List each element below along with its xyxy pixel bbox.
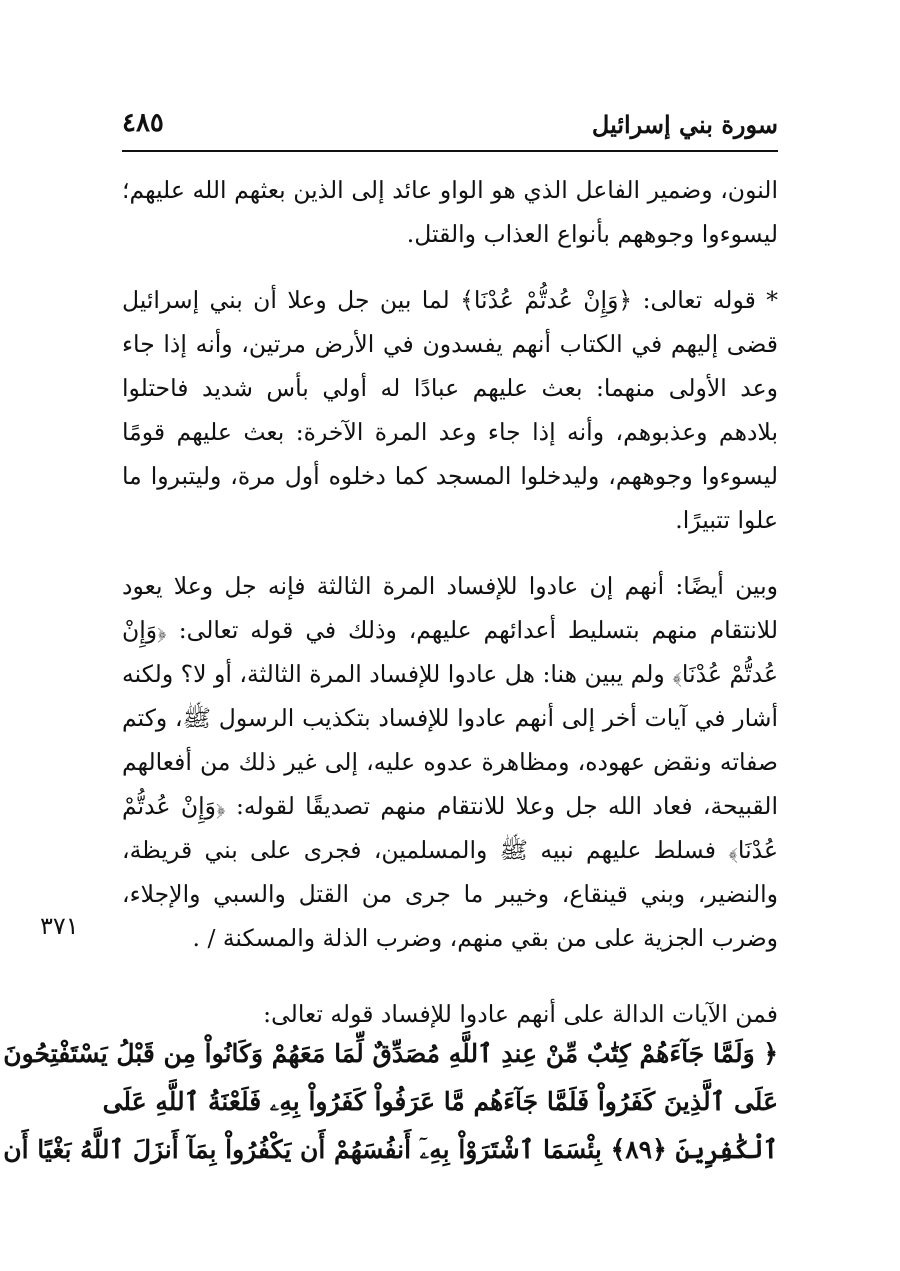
margin-page-reference: ٣٧١ [40,912,79,940]
running-title: سورة بني إسرائيل [591,110,778,139]
paragraph: النون، وضمير الفاعل الذي هو الواو عائد إلى الذين بعثهم الله عليهم؛ ليسوءوا وجوههم بأنواع العذاب والقتل. [122,176,778,248]
quran-verse-line: ٱلْكَٰفِرِينَ ﴿٨٩﴾ بِئْسَمَا ٱشْتَرَوْاْ بِهِۦٓ أَنفُسَهُمْ أَن يَكْفُرُواْ بِمَآ أَنزَلَ ٱللَّهُ بَغْيًا أَن [3,1135,778,1164]
quran-verse-line: عَلَى ٱلَّذِينَ كَفَرُواْ فَلَمَّا جَآءَهُم مَّا عَرَفُواْ كَفَرُواْ بِهِۦ فَلَعْنَةُ ٱللَّهِ عَلَى [102,1087,778,1116]
paragraph: وبين أيضًا: أنهم إن عادوا للإفساد المرة الثالثة فإنه جل وعلا يعود للانتقام منهم بتسليط أعدائهم عليهم، وذلك في قوله تعالى: ﴿وَإِنْ عُدتُّمْ عُدْنَا﴾ ولم يبين هنا: هل عادوا للإفساد المرة الثالثة، أو لا؟ ولكنه أشار في آيات أخر إلى أنهم عادوا للإفساد بتكذيب الرسول ﷺ، وكتم صفاته ونقض عهوده، ومظاهرة عدوه عليه، إلى غير ذلك من أفعالهم القبيحة، فعاد الله جل وعلا للانتقام منهم تصديقًا لقوله: ﴿وَإِنْ عُدتُّمْ عُدْنَا﴾ فسلط عليهم نبيه ﷺ والمسلمين، فجرى على بني قريظة، والنضير، وبني قينقاع، وخيبر ما جرى من القتل والسبي والإجلاء، وضرب الجزية على من بقي منهم، وضرب الذلة والمسكنة / . [122,572,778,952]
page-number: ٤٨٥ [122,108,164,138]
quran-verse-block [3,1030,778,1174]
page-header [122,108,778,152]
paragraph: فمن الآيات الدالة على أنهم عادوا للإفساد قوله تعالى: [263,1000,778,1028]
body-text [122,168,778,960]
quran-verse-line: ﴿ وَلَمَّا جَآءَهُمْ كِتَٰبٌ مِّنْ عِندِ ٱللَّهِ مُصَدِّقٌ لِّمَا مَعَهُمْ وَكَانُواْ مِن قَبْلُ يَسْتَفْتِحُونَ [3,1039,778,1068]
paragraph: * قوله تعالى: ﴿وَإِنْ عُدتُّمْ عُدْنَا﴾ لما بين جل وعلا أن بني إسرائيل قضى إليهم في الكتاب أنهم يفسدون في الأرض مرتين، وأنه إذا جاء وعد الأولى منهما: بعث عليهم عبادًا له أولي بأس شديد فاحتلوا بلادهم وعذبوهم، وأنه إذا جاء وعد المرة الآخرة: بعث عليهم قومًا ليسوءوا وجوههم، وليدخلوا المسجد كما دخلوه أول مرة، وليتبروا ما علوا تتبيرًا. [122,286,778,534]
